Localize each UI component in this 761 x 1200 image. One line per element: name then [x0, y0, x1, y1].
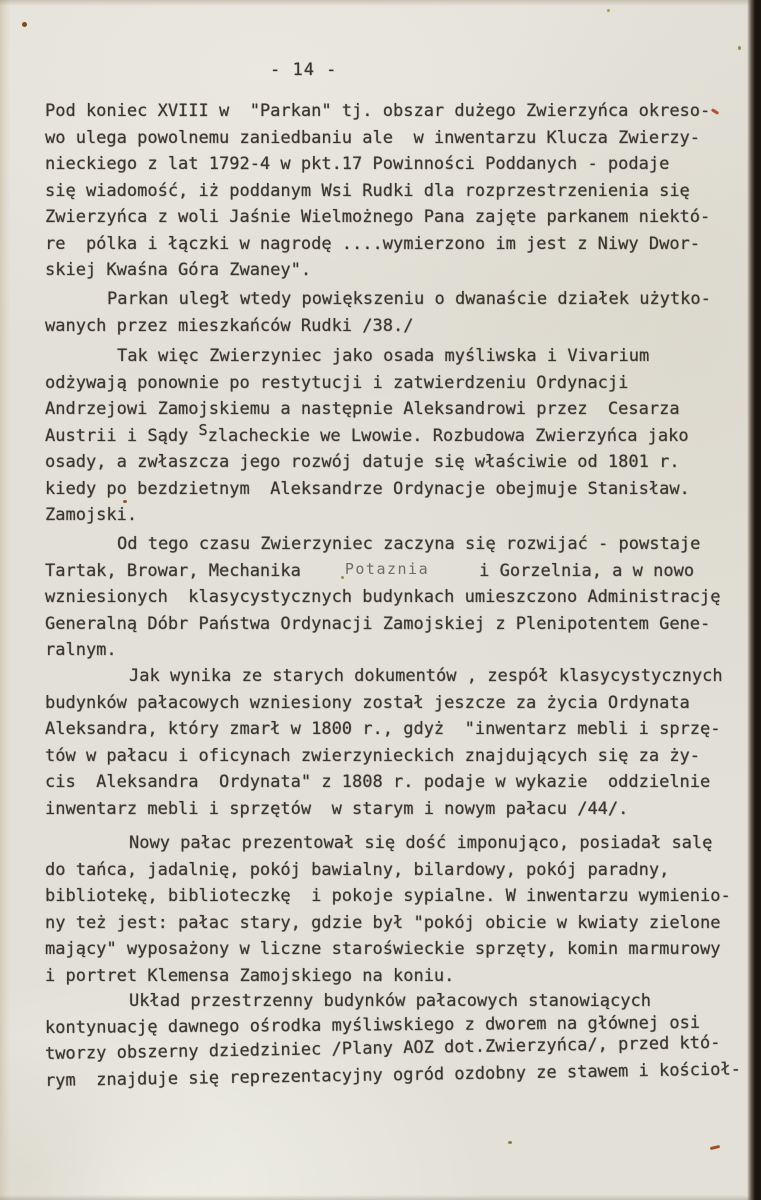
text-line: Zwierzyńca z woli Jaśnie Wielmożnego Pana zajęte parkanem niektó-: [45, 207, 711, 227]
scan-edge-right: [747, 0, 761, 1200]
text-line: kiedy po bezdzietnym Aleksandrze Ordynacje obejmuje Stanisław.: [45, 478, 690, 499]
text-line: Układ przestrzenny budynków pałacowych stanowiących: [129, 991, 651, 1011]
text-line: kontynuację dawnego ośrodka myśliwskiego z dworem na głównej osi: [44, 1012, 701, 1038]
text-line: inwentarz mebli i sprzętów w starym i nowym pałacu /44/.: [45, 798, 629, 819]
paper-speck: [508, 1141, 512, 1144]
text-line: rym znajduje się reprezentacyjny ogród ozdobny ze stawem i kościoł-: [44, 1058, 742, 1091]
paragraph-2: [45, 286, 755, 339]
text-line: tworzy obszerny dziedziniec /Plany AOZ dot.Zwierzyńca/, przed któ-: [44, 1032, 721, 1064]
text-line-superscript: [45, 420, 755, 450]
text-line: nieckiego z lat 1792-4 w pkt.17 Powinności Poddanych - podaje: [45, 154, 670, 174]
text-line: ralnym.: [45, 640, 117, 660]
text-line: Andrzejowi Zamojskiemu a następnie Aleksandrowi przez Cesarza: [45, 399, 680, 419]
text-line: i portret Klemensa Zamojskiego na koniu.: [45, 965, 455, 986]
text-line: tów w pałacu i oficynach zwierzynieckich znajdujących się za ży-: [45, 745, 701, 766]
text-line-with-insert: [45, 558, 755, 585]
scan-edge-left: [0, 0, 10, 1200]
superscript-letter: S: [198, 420, 208, 439]
text-line: Jak wynika ze starych dokumentów , zespół klasycystycznych: [129, 666, 723, 686]
paragraph-5: [45, 663, 755, 822]
text-line: Nowy pałac prezentował się dość imponująco, posiadał salę: [129, 833, 713, 853]
paragraph-7: [45, 988, 755, 1094]
text-line: Tak więc Zwierzyniec jako osada myśliwska i Vivarium: [117, 346, 650, 366]
scan-edge-bottom: [0, 1195, 761, 1200]
paper-speck: [22, 22, 27, 27]
paragraph-1: [45, 98, 755, 284]
line-part-post: i Gorzelnia, a w nowo: [479, 560, 695, 581]
line-part-pre: Tartak, Browar, Mechanika: [45, 560, 301, 581]
text-line: wo ulega powolnemu zaniedbaniu ale w inwentarzu Klucza Zwierzy-: [45, 127, 701, 148]
paper-speck: [123, 500, 127, 503]
paper-speck: [341, 576, 344, 579]
text-line: Parkan uległ wtedy powiększeniu o dwanaście działek użytko-: [107, 289, 711, 309]
text-line: osady, a zwłaszcza jego rozwój datuje się właściwie od 1801 r.: [45, 452, 680, 472]
ink-mark: [710, 1145, 720, 1150]
text-line: Pod koniec XVIII w "Parkan" tj. obszar dużego Zwierzyńca okreso-: [45, 101, 711, 121]
text-line: Od tego czasu Zwierzyniec zaczyna się rozwijać - powstaje: [117, 534, 701, 554]
paper-speck: [738, 46, 741, 50]
scan-edge-top: [0, 0, 761, 6]
text-line: do tańca, jadalnię, pokój bawialny, bilardowy, pokój paradny,: [45, 859, 670, 880]
text-line: Generalną Dóbr Państwa Ordynacji Zamojskiej z Plenipotentem Gene-: [45, 613, 711, 634]
text-line: wzniesionych klasycystycznych budynkach umieszczono Administrację: [45, 587, 721, 607]
text-line: Zamojski.: [45, 505, 138, 525]
text-line: re pólka i łączki w nagrodę ....wymierzono im jest z Niwy Dwor-: [45, 233, 701, 254]
text-line: mający" wyposażony w liczne staroświeckie sprzęty, komin marmurowy: [45, 939, 721, 959]
paragraph-3: [45, 343, 755, 529]
page-number: - 14 -: [270, 60, 338, 80]
inserted-word: Potaznia: [344, 559, 430, 578]
paragraph-6: [45, 830, 755, 989]
paper-speck: [607, 9, 610, 12]
text-line: bibliotekę, biblioteczkę i pokoje sypialne. W inwentarzu wymienio-: [45, 886, 731, 906]
text-line: ny też jest: pałac stary, gdzie był "pokój obicie w kwiaty zielone: [45, 912, 721, 933]
text-line: budynków pałacowych wzniesiony został jeszcze za życia Ordynata: [45, 692, 690, 713]
text-line: się wiadomość, iż poddanym Wsi Rudki dla rozprzestrzenienia się: [45, 180, 690, 201]
line-part-pre: Austrii i Sądy: [45, 425, 199, 446]
text-line: cis Aleksandra Ordynata" z 1808 r. podaje w wykazie oddzielnie: [45, 772, 711, 792]
text-line: skiej Kwaśna Góra Zwaney".: [45, 260, 312, 280]
text-line: wanych przez mieszkańców Rudki /38./: [45, 315, 414, 336]
line-part-post: zlacheckie we Lwowie. Rozbudowa Zwierzyńca jako: [207, 425, 689, 446]
text-line: Aleksandra, który zmarł w 1800 r., gdyż "inwentarz mebli i sprzę-: [45, 719, 721, 739]
text-line: odżywają ponownie po restytucji i zatwierdzeniu Ordynacji: [45, 372, 629, 393]
paragraph-4: [45, 531, 755, 664]
